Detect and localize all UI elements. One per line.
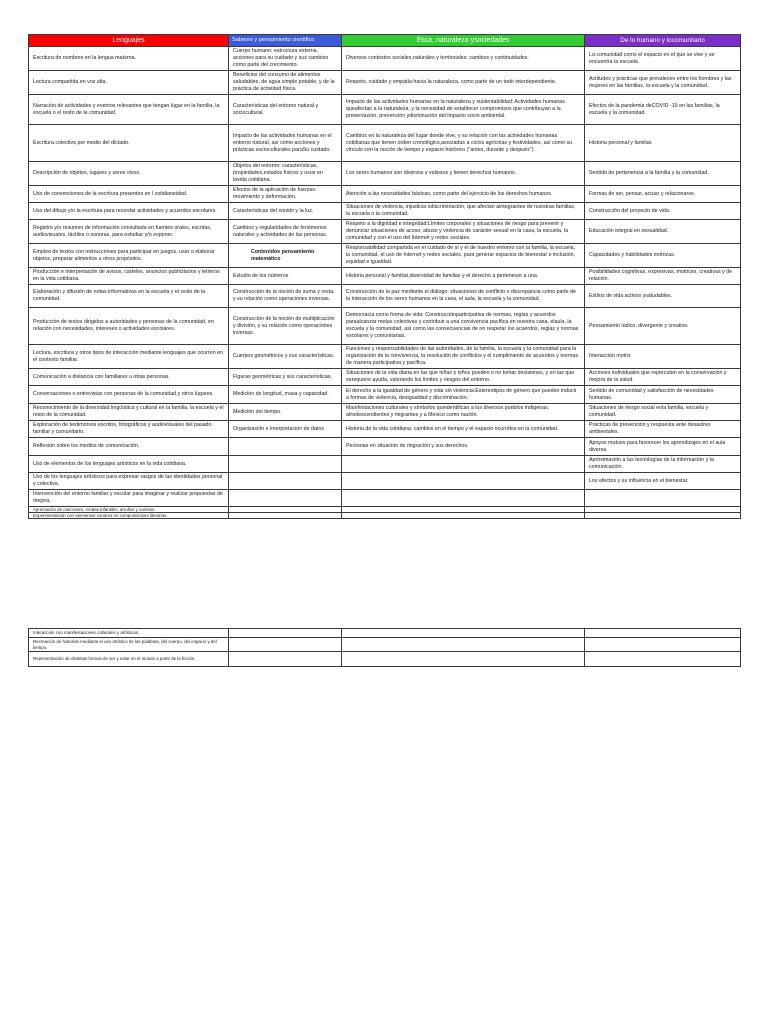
- table-cell: Personas en situación de migración y sus derechos.: [342, 438, 585, 456]
- table-cell: Funciones y responsabilidades de las autoridades, de la familia, la escuela y la comunidad para la organización de la convivencia, la resolución de conflictos y el cumplimiento de acuerdos y normas de manera participativa y pacífica.: [342, 345, 585, 369]
- table-cell: Acciones individuales que repercuten en la conservación y mejora de la salud.: [585, 369, 741, 386]
- table-cell: Objetos del entorno: características, propiedades,estados físicos y usos en lavida cotidiana.: [229, 162, 342, 186]
- table-cell: [342, 490, 585, 507]
- table-cell: Uso de elementos de los lenguajes artísticos en la vida cotidiana.: [29, 456, 229, 473]
- table-cell: Escritura colectiva por medio del dictado.: [29, 125, 229, 162]
- table-row: [29, 125, 741, 162]
- table-cell: Manifestaciones culturales y símbolos queidentifican a los diversos pueblos indígenas, afrodescendientes y migrantes y a México como nación.: [342, 404, 585, 421]
- table-row: [29, 47, 741, 71]
- table-cell: [229, 473, 342, 490]
- table-cell: [229, 438, 342, 456]
- table-cell: Descripción de objetos, lugares y seres vivos.: [29, 162, 229, 186]
- table-cell: Impacto de las actividades humanas en el entorno natural, así como acciones y prácticas socioculturales paraSu cuidado.: [229, 125, 342, 162]
- table-cell: [585, 513, 741, 519]
- table-cell: Situaciones de violencia, injusticia odiscriminación, que afectan aintegrantes de nuestras familias, la escuela o la comunidad.: [342, 203, 585, 220]
- table-row: [29, 220, 741, 244]
- table-cell: Atención a las necesidades básicas, como parte del ejercicio de los derechos humanos.: [342, 186, 585, 203]
- table-cell: Intervención del entorno familiar y escolar para imaginar y realizar propuestas de mejora.: [29, 490, 229, 507]
- table-row: [29, 629, 741, 638]
- table-cell: [585, 652, 741, 667]
- table-cell: Responsabilidad compartida en el cuidado de sí y el de nuestro entorno con la familia, la escuela, la comunidad, el uso de Internet y redes sociales, para generar espacios de bienestar e inclusión, equidad e igualdad.: [342, 244, 585, 268]
- table-cell: [229, 456, 342, 473]
- table-cell: [585, 629, 741, 638]
- table-cell: Respeto a la dignidad e integridad:Límites corporales y situaciones de riesgo para prevenir y denunciar situaciones de acoso, abuso y violencia de carácter sexual en la casa, la escuela, la comunidad y con el uso del Internet y redes sociales.: [342, 220, 585, 244]
- table-row: [29, 652, 741, 667]
- table-cell: [229, 490, 342, 507]
- table-cell: Registro y/o resumen de información consultada en fuentes orales, escritas, audiovisuales, táctiles o sonoras, para estudiar y/o exponer.: [29, 220, 229, 244]
- table-cell: Efectos de la aplicación de fuerzas: movimiento y deformación.: [229, 186, 342, 203]
- table-cell: Reconocimiento de la diversidad lingüística y cultural en la familia, la escuela y el resto de la comunidad.: [29, 404, 229, 421]
- table-cell: Diversos contextos sociales,naturales y territoriales: cambios y continuidades.: [342, 47, 585, 71]
- table-row: [29, 386, 741, 404]
- table-row: [29, 162, 741, 186]
- table-row: [29, 285, 741, 308]
- table-cell: Cambios en la naturaleza del lugar donde vive, y su relación con las actividades humanas cotidianas que tienen orden cronológico,asociadas a ciclos agrícolas y festividades, así como su vínculo con la noción de tiempo y espacio histórico ("antes, durante y después").: [342, 125, 585, 162]
- table-row: [29, 438, 741, 456]
- table-cell: Recreación de historias mediante el uso artístico de las palabras, del cuerpo, del espacio y del tiempo.: [29, 638, 229, 652]
- table-row: [29, 490, 741, 507]
- table-cell: Apoyos mutuos para favorecer los aprendizajes en el aula diversa.: [585, 438, 741, 456]
- table-cell: Actitudes y prácticas que prevalecen entre los hombres y las mujeres en las familias, la escuela y la comunidad.: [585, 71, 741, 95]
- table-cell: Construcción del proyecto de vida.: [585, 203, 741, 220]
- table-cell: Medición de longitud, masa y capacidad.: [229, 386, 342, 404]
- table-cell: Figuras geométricas y sus características.: [229, 369, 342, 386]
- table-cell: El derecho a la igualdad de género y vida sin violencia:Estereotipos de género que pueden inducir a formas de violencia, desigualdad y discriminación.: [342, 386, 585, 404]
- table-cell: Exploración de testimonios escritos, fotográficos y audiovisuales del pasado familiar y comunitario.: [29, 421, 229, 438]
- table-cell: [585, 638, 741, 652]
- table-cell: Aproximación a las tecnologías de la información y la comunicación.: [585, 456, 741, 473]
- header-lenguajes: Lenguajes: [29, 35, 229, 47]
- table-row: [29, 244, 741, 268]
- table-cell: Democracia como forma de vida: Construcciónparticipativa de normas, reglas y acuerdos paraalcanzar metas colectivas y contribuir a una convivencia pacífica en nuestra casa, elaula, la escuela y la comunidad, así como las consecuencias de no respetar los acuerdos, reglas y normas escolares y comunitarias.: [342, 308, 585, 345]
- table-cell: Lectura compartida en voz alta.: [29, 71, 229, 95]
- table-cell: Cuerpos geométricos y sus características.: [229, 345, 342, 369]
- table-cell: [342, 652, 585, 667]
- table-cell: Organización e interpretación de datos: [229, 421, 342, 438]
- table-cell: Estudio de los números: [229, 268, 342, 285]
- table-row: [29, 203, 741, 220]
- table-cell: Contenidos pensamiento matemático: [229, 244, 342, 268]
- table-cell: Sentido de pertenencia a la familia y la comunidad.: [585, 162, 741, 186]
- table-cell: Historia personal y familiar,diversidad de familias y el derecho a pertenecer a una.: [342, 268, 585, 285]
- table-cell: Construcción de la noción de multiplicación y división, y su relación como operaciones inversas.: [229, 308, 342, 345]
- table-cell: Características del entorno natural y sociocultural.: [229, 95, 342, 125]
- table-cell: Situaciones de la vida diaria en las que niñas y niños pueden o no tomar decisiones, y en las que serequiere ayuda, valorando los límites y riesgos del entorno.: [342, 369, 585, 386]
- table-row: [29, 345, 741, 369]
- table-row: [29, 404, 741, 421]
- table-cell: Escritura de nombres en la lengua materna.: [29, 47, 229, 71]
- table-cell: Los seres humanos son diversos y valiosos y tienen derechos humanos.: [342, 162, 585, 186]
- table-cell: Uso de convenciones de la escritura presentes en l cotidianeidad.: [29, 186, 229, 203]
- header-row: [29, 35, 741, 47]
- header-etica: Ética, naturaleza ysociedades: [342, 35, 585, 47]
- table-cell: [229, 629, 342, 638]
- table-cell: Comunicación a distancia con familiares u otras personas.: [29, 369, 229, 386]
- table-cell: [229, 513, 342, 519]
- table-cell: [229, 652, 342, 667]
- table-cell: Narración de actividades y eventos relevantes que tengan lugar en la familia, la escuela o el resto de la comunidad.: [29, 95, 229, 125]
- table-row: [29, 513, 741, 519]
- table-cell: Interacción con manifestaciones culturales y artísticas.: [29, 629, 229, 638]
- curriculum-table: [28, 34, 741, 519]
- table-row: [29, 186, 741, 203]
- table-cell: Prácticas de prevención y respuesta ante desastres ambientales.: [585, 421, 741, 438]
- table-cell: Historia personal y familiar.: [585, 125, 741, 162]
- table-cell: Uso de los lenguajes artísticos para expresar rasgos de las identidades personal y colectiva.: [29, 473, 229, 490]
- table-cell: [342, 456, 585, 473]
- table-cell: Cuerpo humano: estructura externa, acciones para su cuidado y sus cambios como parte del crecimiento.: [229, 47, 342, 71]
- table-cell: Historia de la vida cotidiana: cambios en el tiempo y el espacio ocurridos en la comunidad.: [342, 421, 585, 438]
- table-cell: La comunidad como el espacio en el que se vive y se encuentra la escuela.: [585, 47, 741, 71]
- table-cell: Uso del dibujo y/o la escritura para recordar actividades y acuerdos escolares.: [29, 203, 229, 220]
- table-row: [29, 638, 741, 652]
- table-cell: [342, 473, 585, 490]
- table-row: [29, 95, 741, 125]
- table-row: [29, 456, 741, 473]
- table-cell: Interacción motriz: [585, 345, 741, 369]
- table-cell: Respeto, cuidado y empatía hacia la naturaleza, como parte de un todo interdependiente.: [342, 71, 585, 95]
- table-cell: Elaboración y difusión de notas informativas en la escuela y el resto de la comunidad.: [29, 285, 229, 308]
- table-cell: Conversaciones o entrevistas con personas de la comunidad y otros lugares.: [29, 386, 229, 404]
- table-row: [29, 473, 741, 490]
- table-cell: Cambios y regularidades de fenómenos naturales y actividades de las personas.: [229, 220, 342, 244]
- table-cell: Construcción de la noción de suma y resta, y su relación como operaciones inversas.: [229, 285, 342, 308]
- table-cell: Lectura, escritura y otros tipos de interacción mediante lenguajes que ocurren en el contexto familiar.: [29, 345, 229, 369]
- table-cell: Capacidades y habilidades motrizas.: [585, 244, 741, 268]
- table-cell: Sentido de comunidad y satisfacción de necesidades humanas.: [585, 386, 741, 404]
- table-cell: [342, 629, 585, 638]
- table-cell: Formas de ser, pensar, actuar y relacionarse.: [585, 186, 741, 203]
- table-cell: [342, 638, 585, 652]
- continuation-table: [28, 628, 741, 667]
- table-row: [29, 421, 741, 438]
- table-row: [29, 308, 741, 345]
- table-cell: Construcción de la paz mediante el diálogo: situaciones de conflicto o discrepancia como parte de la interacción de los seres humanos en la casa, el aula, la escuela y la comunidad.: [342, 285, 585, 308]
- table-cell: Características del sonido y la luz.: [229, 203, 342, 220]
- table-cell: [229, 638, 342, 652]
- table-cell: Apreciación de canciones, rondas infantiles, arrullos y cuentos.: [29, 507, 229, 513]
- table-cell: Beneficios del consumo de alimentos saludables, de agua simple potable, y de la práctica de actividad física.: [229, 71, 342, 95]
- table-cell: [585, 490, 741, 507]
- table-cell: Medición del tiempo.: [229, 404, 342, 421]
- table-row: [29, 268, 741, 285]
- table-cell: Posibilidades cognitivas, expresivas, motrices, creativas y de relación.: [585, 268, 741, 285]
- table-row: [29, 369, 741, 386]
- header-humano: De lo humano y locomunitario: [585, 35, 741, 47]
- table-cell: Situaciones de riesgo social enla familia, escuela y comunidad.: [585, 404, 741, 421]
- table-cell: Empleo de textos con instrucciones para participar en juegos, usar o elaborar objetos, preparar alimentos u otros propósitos.: [29, 244, 229, 268]
- table-cell: Los efectos y su influencia en el bienestar.: [585, 473, 741, 490]
- table-cell: Representación de distintas formas de ser y estar en el mundo a partir de la ficción.: [29, 652, 229, 667]
- table-cell: Producción e interpretación de avisos, carteles, anuncios publicitarios y letreros en la vida cotidiana.: [29, 268, 229, 285]
- table-cell: Pensamiento lúdico, divergente y creativo.: [585, 308, 741, 345]
- table-cell: Reflexión sobre los medios de comunicación.: [29, 438, 229, 456]
- header-saberes: Saberes y pensamiento científico: [229, 35, 342, 47]
- table-cell: Efectos de la pandemia deCOVID -19 en las familias, la escuela y la comunidad.: [585, 95, 741, 125]
- table-cell: Experimentación con elementos sonoros en composiciones literarias.: [29, 513, 229, 519]
- table-cell: Impacto de las actividades humanas en la naturaleza y sustentabilidad: Actividades humanas queafectan a la naturaleza, y la necesidad de establecer compromisos que contribuyan a la preservación, prevención ydisminución del impacto socio ambiental.: [342, 95, 585, 125]
- table-cell: Educación integral en sexualidad.: [585, 220, 741, 244]
- table-cell: Producción de textos dirigidos a autoridades y personas de la comunidad, en relación con necesidades, intereses o actividades escolares.: [29, 308, 229, 345]
- table-row: [29, 71, 741, 95]
- table-cell: Estilos de vida activos ysaludables.: [585, 285, 741, 308]
- table-cell: [342, 513, 585, 519]
